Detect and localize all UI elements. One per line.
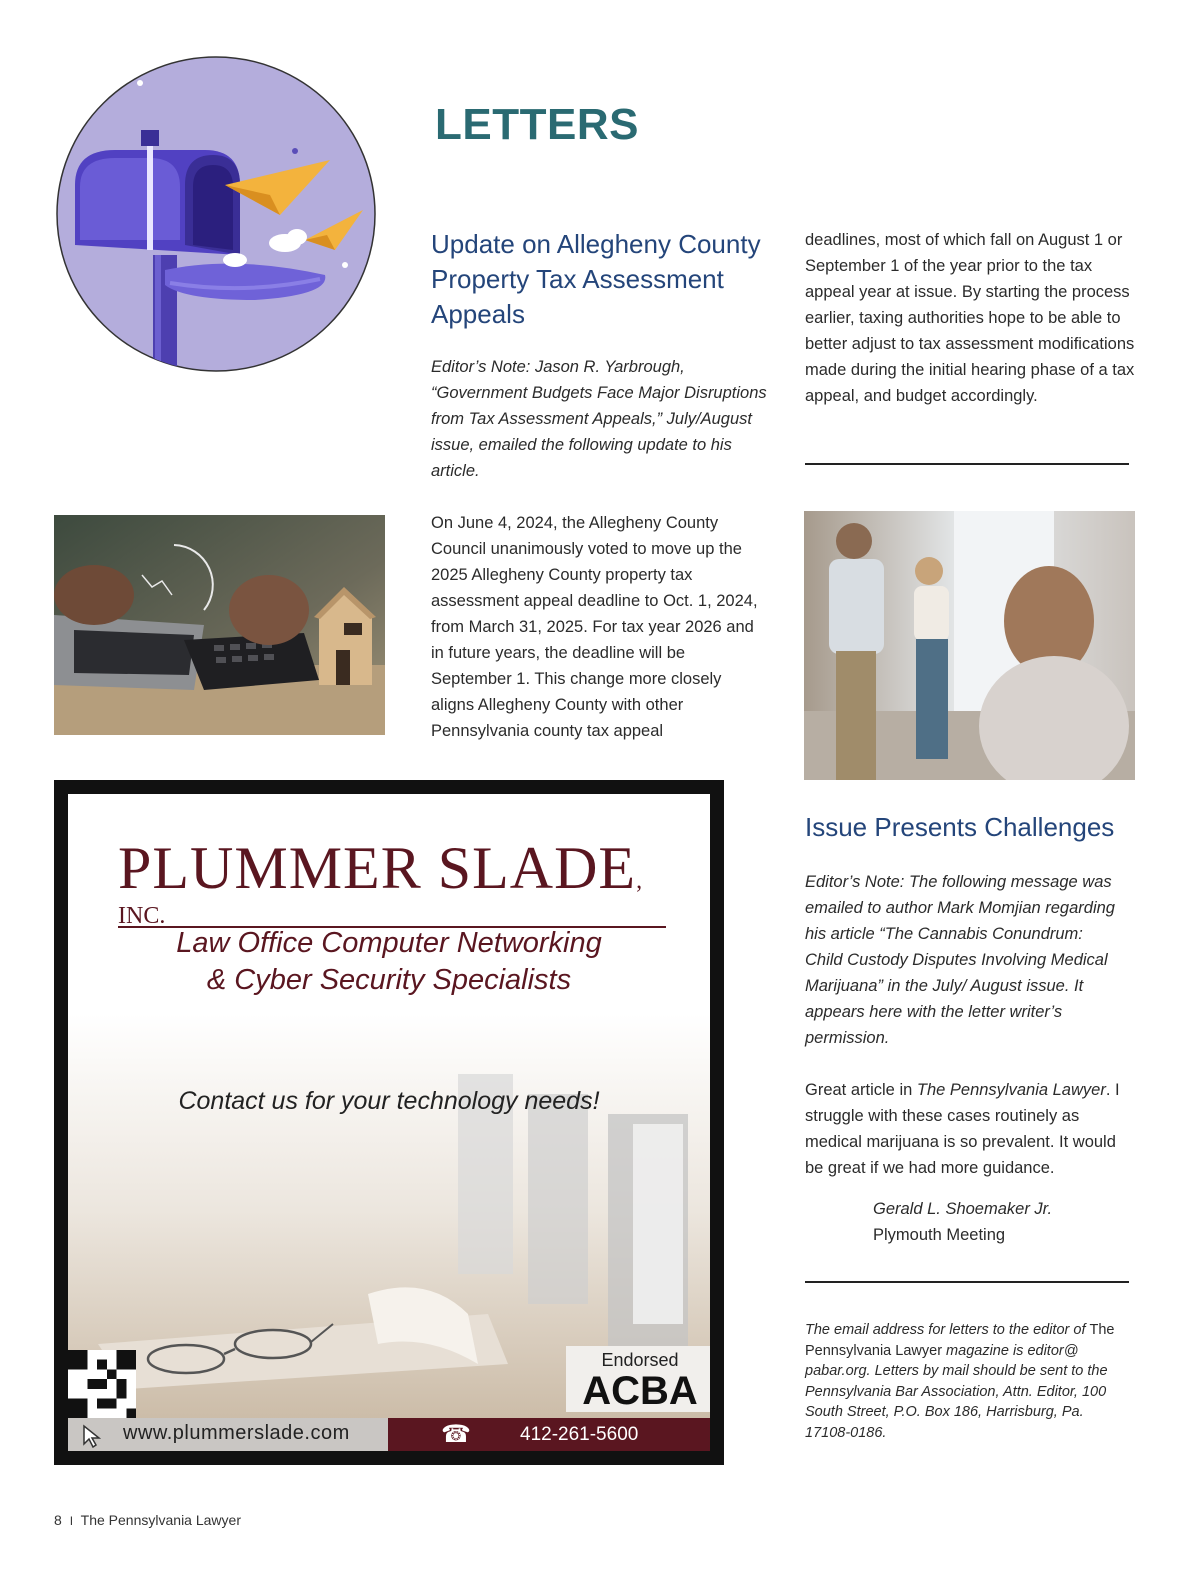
ad-tagline-2: & Cyber Security Specialists bbox=[206, 964, 572, 996]
footer-separator: I bbox=[69, 1514, 74, 1528]
footer-publication: The Pennsylvania Lawyer bbox=[80, 1512, 241, 1528]
cursor-icon bbox=[82, 1424, 104, 1448]
article-body-left: On June 4, 2024, the Allegheny County Council unanimously voted to move up the 2025 Allegheny County property tax assessment appeal deadline to Oct. 1, 2024, from March 31, 2025. For tax year 2026 and in future years, the deadline will be September 1. This change more closely aligns Allegheny County with other Pennsylvania county tax appeal bbox=[431, 514, 758, 740]
page-title: LETTERS bbox=[435, 100, 639, 149]
article-body-right: deadlines, most of which fall on August 1 or September 1 of the year prior to the tax appeal year at issue. By starting the process earlier, taxing authorities hope to be able to better adjust to tax assessment modifications made during the initial hearing phase of a tax appeal, and budget accordingly. bbox=[805, 231, 1135, 405]
ad-tagline-1: Law Office Computer Networking bbox=[176, 927, 602, 959]
plummer-slade-advertisement[interactable] bbox=[54, 780, 724, 1465]
page-footer bbox=[54, 1512, 241, 1528]
editor-note-tax-appeals: Editor’s Note: Jason R. Yarbrough, “Government Budgets Face Major Disruptions from Tax Assessment Appeals,” July/August issue, emailed the following update to his article. bbox=[431, 358, 767, 480]
signature-place: Plymouth Meeting bbox=[873, 1226, 1006, 1244]
calculator-house-photo bbox=[54, 515, 385, 735]
acba-logo: ACBA bbox=[582, 1369, 698, 1413]
letter-body bbox=[805, 1077, 1135, 1181]
signature-name: Gerald L. Shoemaker Jr. bbox=[873, 1200, 1053, 1218]
website-link[interactable]: www.plummerslade.com bbox=[123, 1422, 350, 1444]
letters-info-pub: The Pennsylvania Lawyer bbox=[805, 1322, 1115, 1359]
ad-contact-line: Contact us for your technology needs! bbox=[178, 1087, 600, 1115]
mailbox-illustration bbox=[55, 55, 377, 373]
letters-submission-info bbox=[805, 1320, 1125, 1443]
phone-icon: ☎ bbox=[441, 1420, 471, 1448]
section-divider-2 bbox=[805, 1281, 1129, 1283]
editor-note-cannabis: Editor’s Note: The following message was emailed to author Mark Momjian regarding his article “The Cannabis Conundrum: Child Custody Disputes Involving Medical Marijuana” in the July/ August issue. It appears here with the letter writer’s permission. bbox=[805, 873, 1115, 1047]
family-photo bbox=[804, 511, 1135, 780]
company-suffix: , INC. bbox=[118, 868, 643, 929]
article-heading-issue-challenges: Issue Presents Challenges bbox=[805, 812, 1115, 842]
company-name-text: PLUMMER SLADE bbox=[118, 835, 637, 901]
letter-body-start: Great article in bbox=[805, 1081, 917, 1099]
letter-body-end: . I struggle with these cases routinely as medical marijuana is so prevalent. It would be great if we had more guidance. bbox=[805, 1081, 1120, 1177]
ad-footer-bar bbox=[68, 1418, 710, 1451]
page-number: 8 bbox=[54, 1512, 62, 1528]
article-heading-tax-appeals: Update on Allegheny County Property Tax Assessment Appeals bbox=[431, 229, 761, 329]
letters-info-part2: magazine is editor@ pabar.org. Letters by mail should be sent to the Pennsylvania Bar Association, Attn. Editor, 100 South Street, P.O. Box 186, Harrisburg, Pa. 17108-0186. bbox=[805, 1342, 1108, 1441]
section-divider bbox=[805, 463, 1129, 465]
company-name bbox=[118, 834, 678, 928]
phone-number[interactable]: 412-261-5600 bbox=[520, 1424, 639, 1445]
qr-code[interactable] bbox=[68, 1350, 136, 1418]
acba-endorsement-badge bbox=[566, 1346, 710, 1412]
letters-info-part1: The email address for letters to the editor of bbox=[805, 1322, 1090, 1338]
publication-name: The Pennsylvania Lawyer bbox=[916, 1081, 1106, 1099]
endorsed-label: Endorsed bbox=[601, 1350, 679, 1370]
